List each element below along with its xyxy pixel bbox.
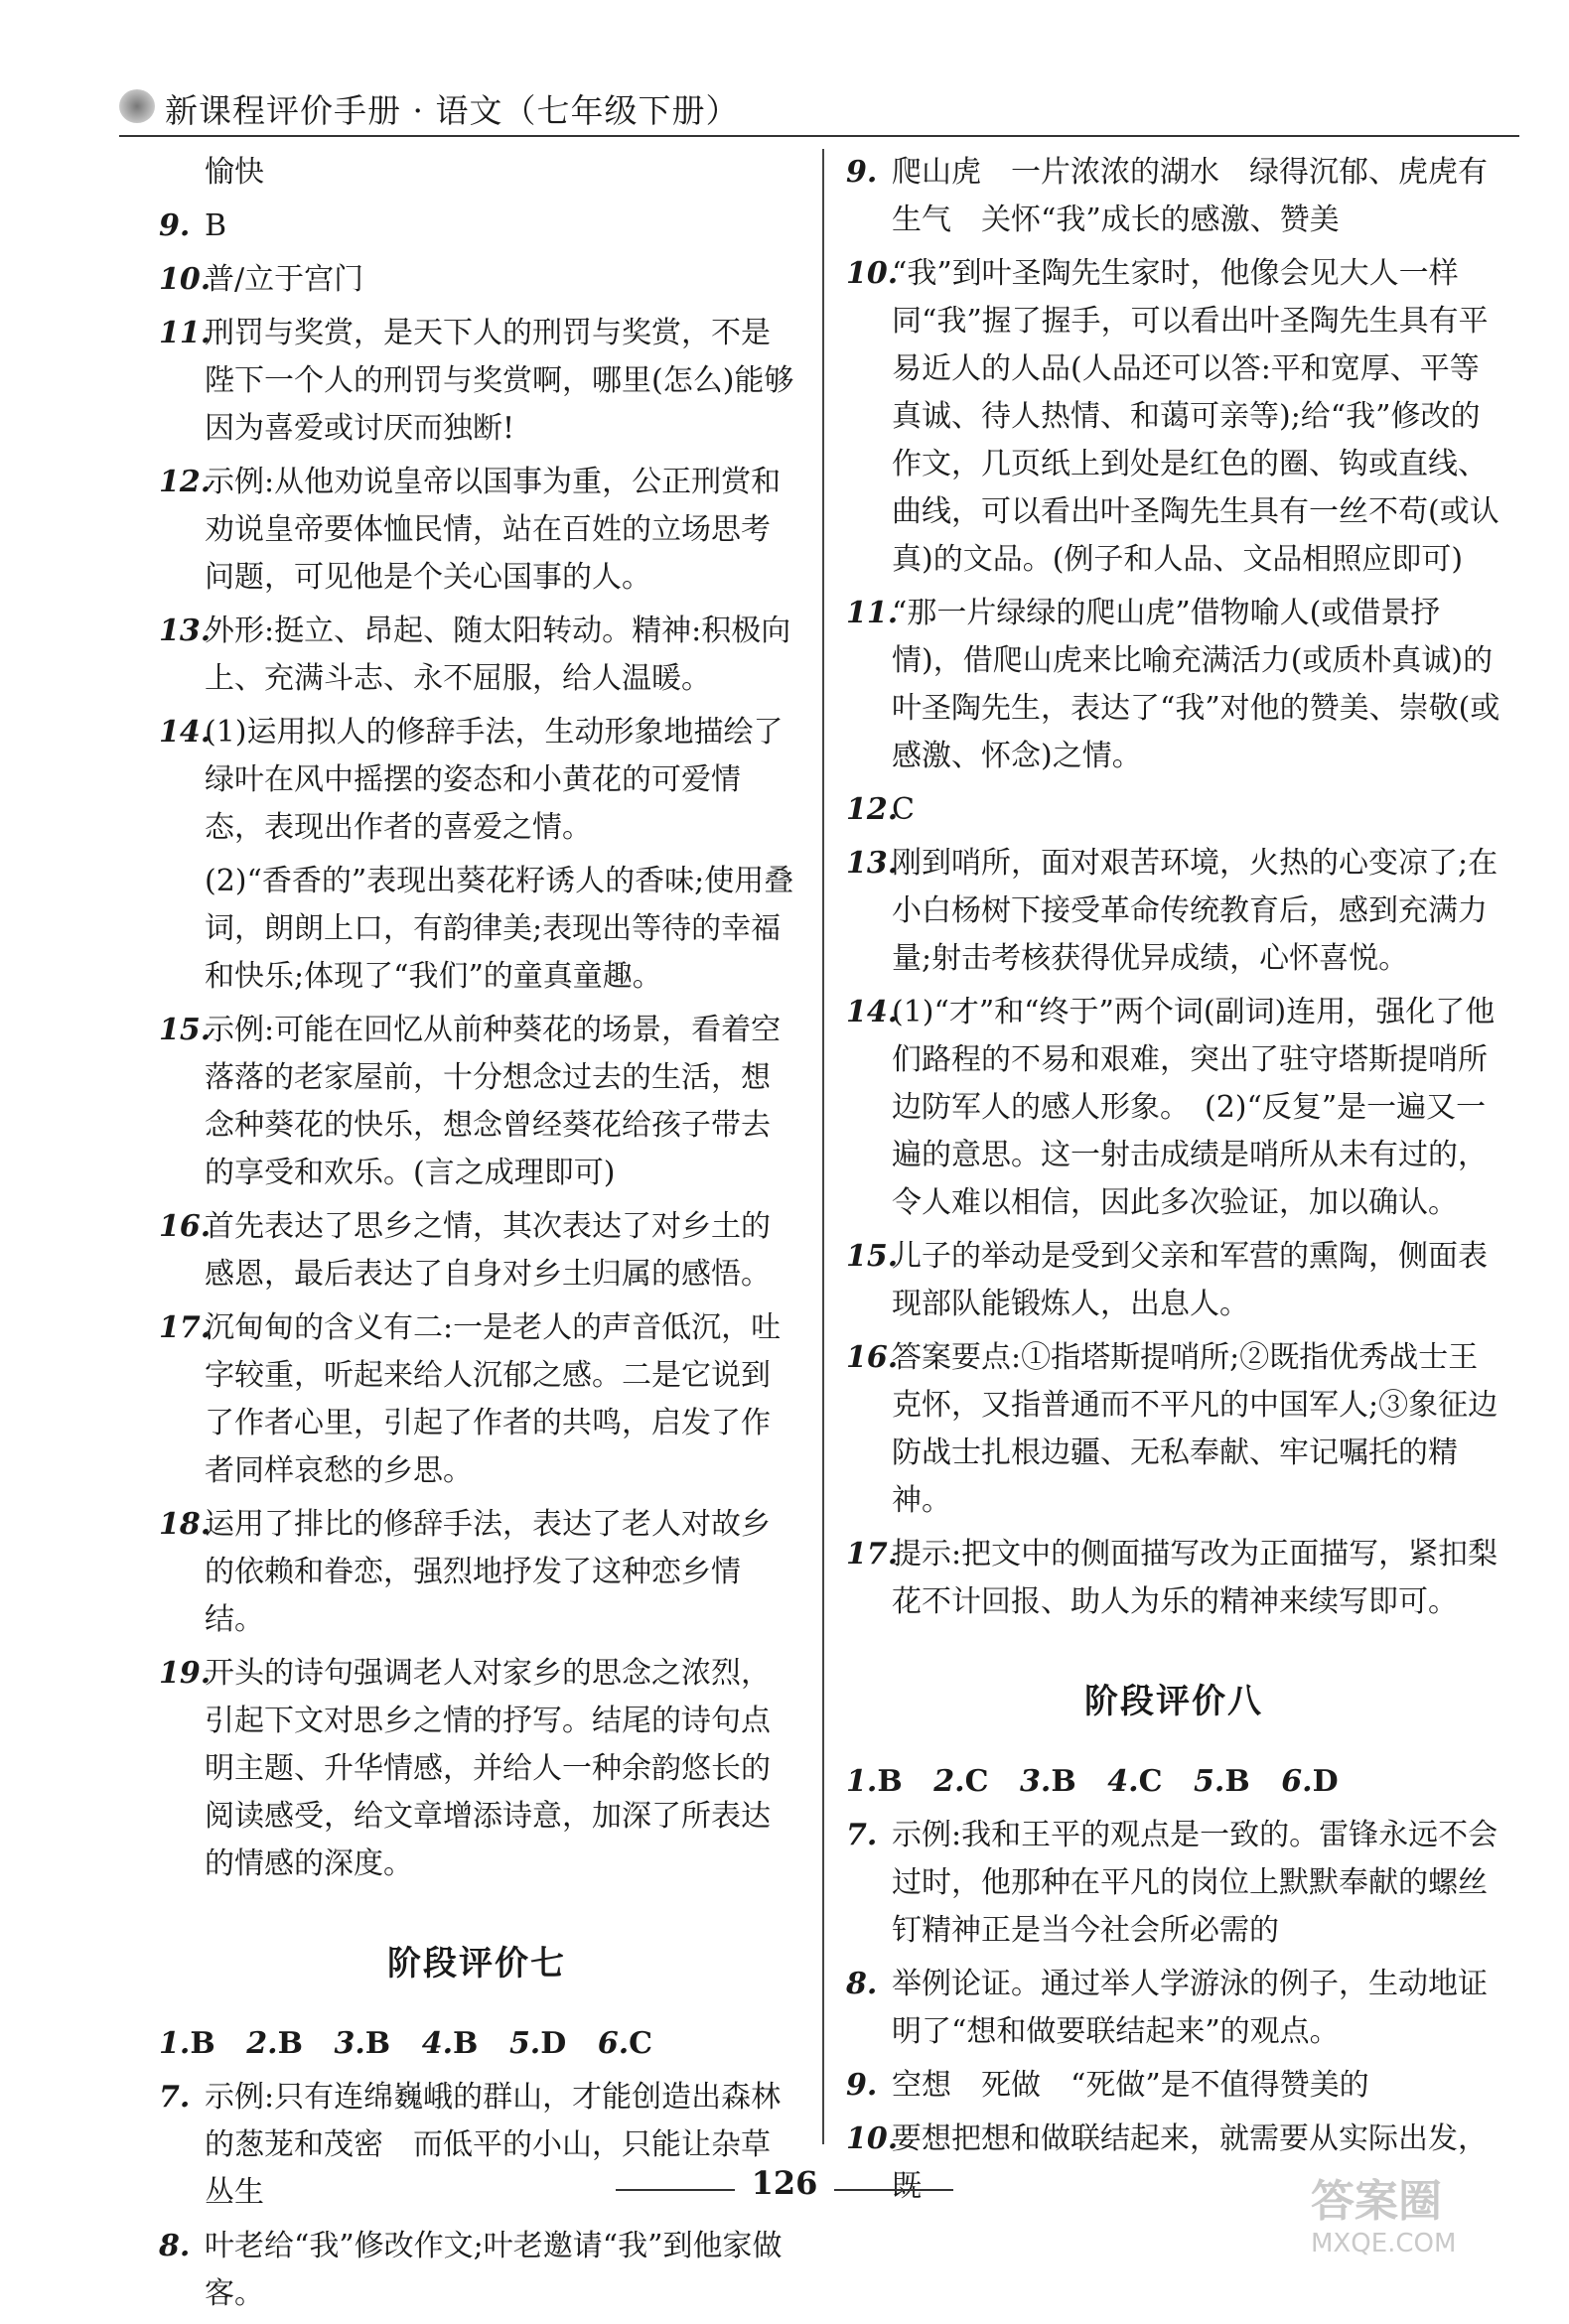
header-title: 新课程评价手册 · 语文（七年级下册） — [165, 91, 740, 130]
mc-answer: 6.D — [1281, 1764, 1339, 1799]
mc-answer: 6.C — [597, 2026, 653, 2061]
answer-item: 18. 运用了排比的修辞手法，表达了老人对故乡的依赖和眷恋，强烈地抒发了这种恋乡情结。 — [159, 1507, 771, 1637]
answer-item: 15. 示例:可能在回忆从前种葵花的场景，看着空落落的老家屋前，十分想念过去的生活，想念种葵花的快乐，想念曾经葵花给孩子带去的享受和欢乐。(言之成理即可) — [159, 1013, 782, 1190]
answer-item: 7. 示例:我和王平的观点是一致的。雷锋永远不会过时，他那种在平凡的岗位上默默奉献的螺丝钉精神正是当今社会所必需的 — [846, 1818, 1498, 1948]
answer-item: 12. C — [846, 792, 915, 827]
answer-item: (2)“香香的”表现出葵花籽诱人的香味;使用叠词，朗朗上口，有韵律美;表现出等待的幸福和快乐;体现了“我们”的童真童趣。 — [205, 864, 794, 994]
answer-item: 10. 要想把想和做联结起来，就需要从实际出发，既 — [846, 2121, 1488, 2204]
answer-item: 12. 示例:从他劝说皇帝以国事为重，公正刑赏和劝说皇帝要体恤民情，站在百姓的立场思考问题，可见他是个关心国事的人。 — [159, 465, 782, 595]
ornament-left — [616, 2189, 735, 2191]
answer-item: 16. 答案要点:①指塔斯提哨所;②既指优秀战士王克怀，又指普通而不平凡的中国军人;③象征边防战士扎根边疆、无私奉献、牢记嘱托的精神。 — [846, 1340, 1498, 1518]
multiple-choice-answers — [846, 1758, 1501, 1806]
watermark-logo-text: 答案圈 — [1311, 2176, 1442, 2227]
mc-answer: 5.D — [508, 2026, 567, 2061]
answer-item: 14. (1)运用拟人的修辞手法，生动形象地描绘了绿叶在风中摇摆的姿态和小黄花的可爱情态，表现出作者的喜爱之情。 — [159, 715, 784, 845]
answer-item: 10. 普/立于宫门 — [159, 262, 364, 297]
answer-item: 13. 外形:挺立、昂起、随太阳转动。精神:积极向上、充满斗志、永不屈服，给人温暖。 — [159, 614, 791, 696]
mc-answer: 4.B — [421, 2026, 479, 2061]
answer-item: 13. 刚到哨所，面对艰苦环境，火热的心变凉了;在小白杨树下接受革命传统教育后，感到充满力量;射击考核获得优异成绩，心怀喜悦。 — [846, 846, 1498, 976]
mc-answer: 3.B — [334, 2026, 391, 2061]
answer-item: 14. (1)“才”和“终于”两个词(副词)连用，强化了他们路程的不易和艰难，突出了驻守塔斯提哨所边防军人的感人形象。 (2)“反复”是一遍又一遍的意思。这一射击成绩是哨所从未有过的，令人难以相信，因此多次验证，加以确认。 — [846, 995, 1496, 1220]
answer-item: 11. “那一片绿绿的爬山虎”借物喻人(或借景抒情)，借爬山虎来比喻充满活力(或质朴真诚)的叶圣陶先生，表达了“我”对他的赞美、崇敬(或感激、怀念)之情。 — [846, 596, 1500, 773]
answer-item: 19. 开头的诗句强调老人对家乡的思念之浓烈，引起下文对思乡之情的抒写。结尾的诗句点明主题、升华情感，并给人一种余韵悠长的阅读感受，给文章增添诗意，加深了所表达的情感的深度。 — [159, 1656, 771, 1881]
right-column — [846, 149, 1501, 2217]
answer-item: 17. 提示:把文中的侧面描写改为正面描写，紧扣梨花不计回报、助人为乐的精神来续写即可。 — [846, 1537, 1498, 1619]
answer-item: 愉快 — [205, 155, 264, 190]
answer-item: 16. 首先表达了思乡之情，其次表达了对乡土的感恩，最后表达了自身对乡土归属的感悟。 — [159, 1209, 771, 1292]
mc-answer: 2.C — [933, 1764, 989, 1799]
column-divider — [822, 149, 824, 2144]
answer-item: 8. 举例论证。通过举人学游泳的例子，生动地证明了“想和做要联结起来”的观点。 — [846, 1967, 1488, 2049]
page-header — [119, 81, 1519, 141]
section-title-7: 阶段评价七 — [387, 1944, 566, 1983]
answer-item: 9. 空想 死做 “死做”是不值得赞美的 — [846, 2068, 1369, 2103]
mc-answer: 3.B — [1020, 1764, 1076, 1799]
mc-answer: 1.B — [846, 1764, 903, 1799]
page-number: 126 — [751, 2164, 818, 2202]
answer-item: 9. 爬山虎 一片浓浓的湖水 绿得沉郁、虎虎有生气 关怀“我”成长的感激、赞美 — [846, 155, 1488, 237]
answer-item: 15. 儿子的举动是受到父亲和军营的熏陶，侧面表现部队能锻炼人，出息人。 — [846, 1239, 1488, 1321]
answer-item: 7. 示例:只有连绵巍峨的群山，才能创造出森林的葱茏和茂密 而低平的小山，只能让杂草丛生 — [159, 2080, 782, 2210]
watermark-url: MXQE.COM — [1311, 2229, 1457, 2258]
answer-item: 10. “我”到叶圣陶先生家时，他像会见大人一样同“我”握了握手，可以看出叶圣陶先生具有平易近人的人品(人品还可以答:平和宽厚、平等真诚、待人热情、和蔼可亲等);给“我”修改的作文，几页纸上到处是红色的圈、钩或直线、曲线，可以看出叶圣陶先生具有一丝不苟(或认真)的文品。(例子和人品、文品相照应即可) — [846, 256, 1499, 577]
book-logo-icon — [119, 89, 155, 123]
ornament-right — [834, 2189, 953, 2191]
answer-item: 17. 沉甸甸的含义有二:一是老人的声音低沉，吐字较重，听起来给人沉郁之感。二是它说到了作者心里，引起了作者的共鸣，启发了作者同样哀愁的乡思。 — [159, 1310, 782, 1488]
site-watermark — [1311, 2165, 1529, 2258]
section-title-8: 阶段评价八 — [1084, 1682, 1263, 1721]
header-rule — [119, 135, 1519, 137]
left-column — [159, 149, 794, 2324]
multiple-choice-answers — [159, 2020, 794, 2068]
mc-answer: 1.B — [159, 2026, 215, 2061]
answer-item: 11. 刑罚与奖赏，是天下人的刑罚与奖赏，不是陛下一个人的刑罚与奖赏啊，哪里(怎么)能够因为喜爱或讨厌而独断! — [159, 316, 794, 446]
mc-answer: 4.C — [1107, 1764, 1163, 1799]
mc-answer: 5.B — [1194, 1764, 1250, 1799]
answer-item: 9. B — [159, 208, 227, 243]
answer-item: 8. 叶老给“我”修改作文;叶老邀请“我”到他家做客。 — [159, 2229, 783, 2311]
mc-answer: 2.B — [246, 2026, 303, 2061]
